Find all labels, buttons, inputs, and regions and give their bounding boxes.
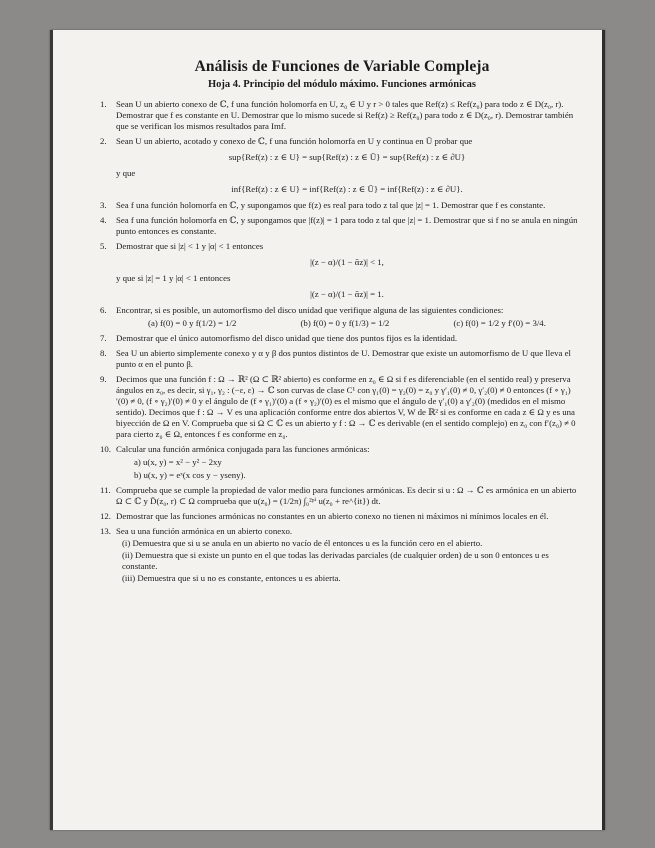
document-title: Análisis de Funciones de Variable Compleja bbox=[194, 58, 490, 75]
problem-number: 11. bbox=[100, 485, 111, 495]
problem-list bbox=[100, 99, 578, 584]
problem-text: Demostrar que el único automorfismo del disco unidad que tiene dos puntos fijos es la identidad. bbox=[116, 333, 458, 343]
subpart-iii: (iii) Demuestra que si u no es constante, entonces u es abierta. bbox=[122, 573, 341, 583]
problem-text: Demostrar que las funciones armónicas no constantes en un abierto conexo no tienen ni máximos ni mínimos locales en él. bbox=[116, 511, 549, 521]
formula-inf: inf{Ref(z) : z ∈ U} = inf{Ref(z) : z ∈ Ū} = inf{Ref(z) : z ∈ ∂U}. bbox=[231, 184, 463, 194]
problem-6 bbox=[100, 305, 578, 329]
connector-text: y que bbox=[116, 168, 136, 178]
case-a: a) u(x, y) = x² − y² − 2xy bbox=[134, 457, 222, 467]
problem-7 bbox=[100, 333, 578, 344]
formula-less-than: |(z − α)/(1 − ᾱz)| < 1, bbox=[310, 257, 384, 267]
document-body bbox=[100, 58, 578, 588]
problem-5 bbox=[100, 241, 578, 300]
problem-text: Sean U un abierto conexo de ℂ, f una función holomorfa en U, z₀ ∈ U y r > 0 tales que Ref(z) ≤ Ref(z₀) para todo z ∈ D(z₀, r). Demostrar que f es constante en U. Demostrar que lo mismo sucede si Ref(z) ≥ Ref(z₀) para todo z ∈ D(z₀, r). Demostrar también que se verifican los mismos resultados para Imf. bbox=[116, 99, 574, 131]
problem-number: 12. bbox=[100, 511, 111, 521]
problem-number: 3. bbox=[100, 200, 107, 210]
problem-text: Sean U un abierto, acotado y conexo de ℂ, f una función holomorfa en U y continua en Ū probar que bbox=[116, 136, 473, 146]
condition-a: (a) f(0) = 0 y f(1/2) = 1/2 bbox=[148, 318, 237, 328]
problem-number: 6. bbox=[100, 305, 107, 315]
subpart-ii: (ii) Demuestra que si existe un punto en el que todas las derivadas parciales (de cualquier orden) de u son 0 entonces u es constante. bbox=[122, 550, 549, 571]
connector-text: y que si |z| = 1 y |α| < 1 entonces bbox=[116, 273, 231, 283]
case-b: b) u(x, y) = eˣ(x cos y − yseny). bbox=[134, 470, 246, 480]
problem-number: 5. bbox=[100, 241, 107, 251]
problem-text: Comprueba que se cumple la propiedad de valor medio para funciones armónicas. Es decir si u : Ω → ℂ es armónica en un abierto Ω ⊂ ℂ y D̄(z₀, r) ⊂ Ω comprueba que u(z₀) = (1/2π) ∫₀²ᵖⁱ u(z₀ + re^{it}) dt. bbox=[116, 485, 577, 506]
problem-text: Sea U un abierto simplemente conexo y α y β dos puntos distintos de U. Demostrar que existe un automorfismo de U que lleva el punto α en el punto β. bbox=[116, 348, 571, 369]
problem-text: Sea u una función armónica en un abierto conexo. bbox=[116, 526, 293, 536]
problem-text: Encontrar, si es posible, un automorfismo del disco unidad que verifique alguna de las siguientes condiciones: bbox=[116, 305, 504, 315]
problem-4 bbox=[100, 215, 578, 237]
problem-2 bbox=[100, 136, 578, 195]
problem-8 bbox=[100, 348, 578, 370]
problem-number: 4. bbox=[100, 215, 107, 225]
problem-number: 1. bbox=[100, 99, 107, 109]
problem-text: Sea f una función holomorfa en ℂ, y supongamos que |f(z)| = 1 para todo z tal que |z| = 1. Demostrar que si f no se anula en ningún punto entonces es constante. bbox=[116, 215, 578, 236]
problem-number: 2. bbox=[100, 136, 107, 146]
subpart-i: (i) Demuestra que si u se anula en un abierto no vacío de él entonces u es la función cero en el abierto. bbox=[122, 538, 483, 548]
paper-right-edge bbox=[602, 30, 605, 830]
problem-number: 13. bbox=[100, 526, 111, 536]
problem-11 bbox=[100, 485, 578, 507]
problem-number: 7. bbox=[100, 333, 107, 343]
problem-12 bbox=[100, 511, 578, 522]
problem-3 bbox=[100, 200, 578, 211]
condition-c: (c) f(0) = 1/2 y f′(0) = 3/4. bbox=[453, 318, 546, 328]
problem-13 bbox=[100, 526, 578, 584]
condition-b: (b) f(0) = 0 y f(1/3) = 1/2 bbox=[300, 318, 390, 328]
problem-1 bbox=[100, 99, 578, 132]
paper-left-edge bbox=[50, 30, 53, 830]
formula-sup: sup{Ref(z) : z ∈ U} = sup{Ref(z) : z ∈ Ū} = sup{Ref(z) : z ∈ ∂U} bbox=[228, 152, 466, 162]
problem-9 bbox=[100, 374, 578, 440]
problem-text: Sea f una función holomorfa en ℂ, y supongamos que f(z) es real para todo z tal que |z| = 1. Demostrar que f es constante. bbox=[116, 200, 546, 210]
conditions-row bbox=[116, 318, 578, 329]
problem-number: 9. bbox=[100, 374, 107, 384]
problem-number: 8. bbox=[100, 348, 107, 358]
problem-number: 10. bbox=[100, 444, 111, 454]
problem-text: Decimos que una función f : Ω → ℝ² (Ω ⊂ ℝ² abierto) es conforme en z₀ ∈ Ω si f es diferenciable (en el sentido real) y preserva ángulos en z₀, es decir, si γ₁, γ₂ : (−ε, ε) → ℂ son curvas de clase C¹ con γ₁(0) = γ₂(0) = z₀ y γ′₁(0) ≠ 0, γ′₂(0) ≠ 0 entonces (f ∘ γ₁)′(0) ≠ 0, (f ∘ γ₂)′(0) ≠ 0 y el ángulo de (f ∘ γ₁)′(0) a (f ∘ γ₂)′(0) es el mismo que el ángulo de γ′₁(0) a γ′₂(0) (medidos en el mismo sentido). Decimos que f : Ω → V es una aplicación conforme entre dos abiertos V, W de ℝ² si es conforme en cada z ∈ Ω y es una biyección de Ω en V. Comprueba que si Ω ⊂ ℂ es un abierto y f : Ω → ℂ es derivable (en el sentido complejo) en z₀ con f′(z₀) ≠ 0 para cierto z₀ ∈ Ω, entonces f es conforme en z₀. bbox=[116, 374, 576, 439]
problem-text: Calcular una función armónica conjugada para las funciones armónicas: bbox=[116, 444, 370, 454]
document-subtitle: Hoja 4. Principio del módulo máximo. Funciones armónicas bbox=[207, 79, 477, 90]
formula-equal: |(z − α)/(1 − ᾱz)| = 1. bbox=[310, 289, 384, 299]
problem-text: Demostrar que si |z| < 1 y |α| < 1 entonces bbox=[116, 241, 264, 251]
problem-10 bbox=[100, 444, 578, 481]
